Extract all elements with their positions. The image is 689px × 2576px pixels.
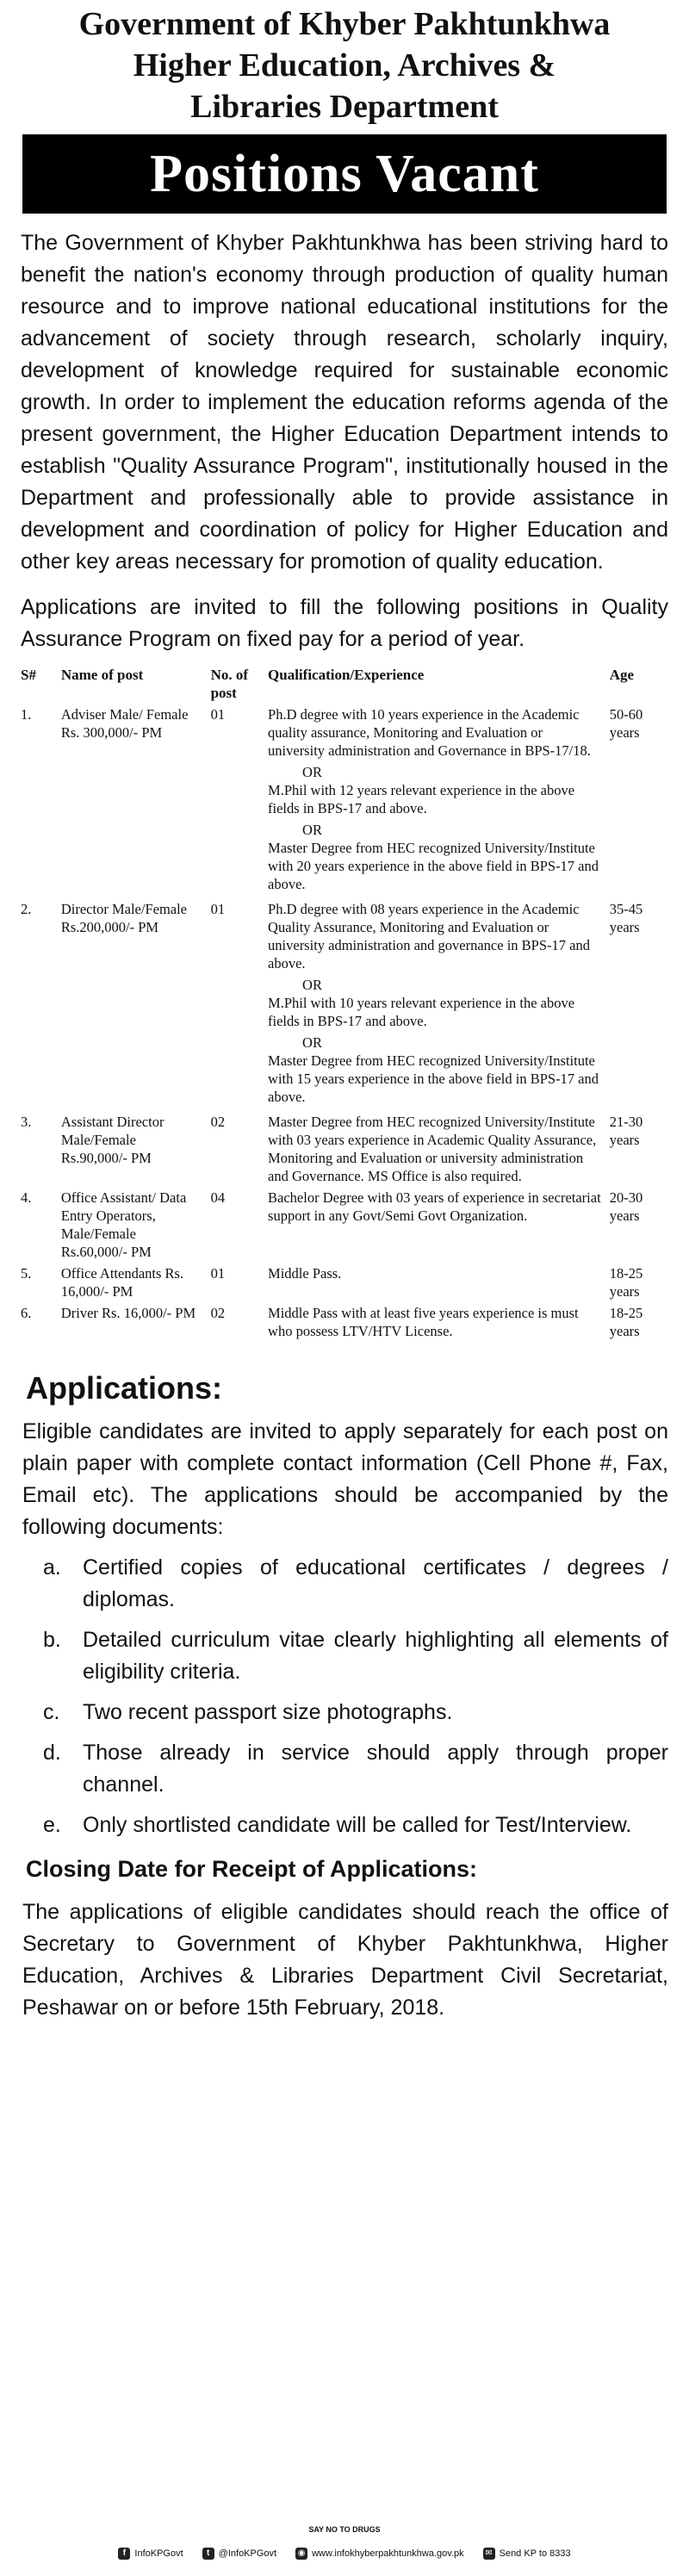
- row-count: 04: [210, 1189, 226, 1206]
- row-qualification: Middle Pass with at least five years experience is must who possess LTV/HTV License.: [268, 1305, 579, 1339]
- advertisement-page: [0, 3, 689, 2576]
- list-item: [22, 1697, 668, 1729]
- list-letter: a.: [43, 1555, 61, 1580]
- list-text: Those already in service should apply through proper channel.: [83, 1741, 668, 1797]
- row-post: Office Assistant/ Data Entry Operators, Male/Female Rs.60,000/- PM: [60, 1189, 187, 1260]
- table-row: [17, 898, 672, 1111]
- documents-list: [22, 1552, 668, 1841]
- closing-date-body: The applications of eligible candidates should reach the office of Secretary to Government of Khyber Pakhtunkhwa, Higher Education, Archives & Libraries Department Civil Secretariat, Peshawar on or before 15th February, 2018.: [22, 1900, 668, 2020]
- website-url: www.infokhyberpakhtunkhwa.gov.pk: [312, 2548, 464, 2559]
- qualification-option-3: Master Degree from HEC recognized University/Institute with 15 years experience in the above field in BPS-17 and above.: [268, 1052, 599, 1105]
- table-row: [17, 1302, 672, 1342]
- list-text: Certified copies of educational certificates / degrees / diplomas.: [83, 1555, 668, 1611]
- closing-date-title: Closing Date for Receipt of Applications:: [26, 1856, 478, 1882]
- table-header-row: [17, 664, 672, 704]
- list-letter: c.: [43, 1700, 60, 1724]
- row-count: 01: [210, 1265, 226, 1282]
- row-age: 18-25 years: [609, 1305, 643, 1339]
- header-post: Name of post: [60, 667, 144, 683]
- list-item: [22, 1624, 668, 1688]
- list-item: [22, 1737, 668, 1801]
- positions-vacant-banner: Positions Vacant: [22, 134, 667, 214]
- or-separator: OR: [302, 822, 322, 838]
- twitter-handle: @InfoKPGovt: [218, 2548, 277, 2559]
- row-age: 21-30 years: [609, 1114, 643, 1148]
- qualification-option-3: Master Degree from HEC recognized University/Institute with 20 years experience in the above field in BPS-17 and above.: [268, 840, 599, 892]
- list-text: Only shortlisted candidate will be called for Test/Interview.: [83, 1813, 632, 1837]
- or-separator: OR: [302, 764, 322, 780]
- facebook-handle: InfoKPGovt: [134, 2548, 183, 2559]
- list-text: Two recent passport size photographs.: [83, 1700, 453, 1724]
- applications-title: Applications:: [26, 1370, 223, 1406]
- row-count: 02: [210, 1305, 226, 1321]
- list-letter: b.: [43, 1628, 61, 1652]
- heading-line-2: Higher Education, Archives &: [133, 47, 556, 84]
- list-letter: d.: [43, 1741, 61, 1765]
- row-count: 02: [210, 1114, 226, 1130]
- row-post: Office Attendants Rs. 16,000/- PM: [60, 1265, 184, 1300]
- list-text: Detailed curriculum vitae clearly highlighting all elements of eligibility criteria.: [83, 1628, 668, 1684]
- table-row: [17, 704, 672, 898]
- row-post: Assistant Director Male/Female Rs.90,000/- PM: [60, 1114, 164, 1166]
- row-sno: 5.: [21, 1265, 32, 1282]
- row-post: Adviser Male/ Female Rs. 300,000/- PM: [60, 706, 189, 741]
- row-sno: 3.: [21, 1114, 32, 1130]
- department-heading: [17, 3, 672, 127]
- header-qualification: Qualification/Experience: [268, 667, 425, 683]
- row-count: 01: [210, 901, 226, 917]
- table-row: [17, 1111, 672, 1187]
- row-age: 18-25 years: [609, 1265, 643, 1300]
- table-row: [17, 1263, 672, 1302]
- row-age: 20-30 years: [609, 1189, 643, 1224]
- row-age: 35-45 years: [609, 901, 643, 935]
- row-sno: 6.: [21, 1305, 32, 1321]
- footer: [0, 2522, 689, 2576]
- qualification-option-2: M.Phil with 10 years relevant experience in the above fields in BPS-17 and above.: [268, 995, 575, 1029]
- globe-icon: ◉: [295, 2548, 307, 2560]
- list-item: [22, 1809, 668, 1841]
- header-sno: S#: [21, 667, 36, 683]
- facebook-icon: f: [118, 2548, 130, 2560]
- footer-facebook[interactable]: [118, 2548, 183, 2560]
- qualification-option-2: M.Phil with 12 years relevant experience in the above fields in BPS-17 and above.: [268, 782, 575, 816]
- header-age: Age: [609, 667, 635, 683]
- row-sno: 4.: [21, 1189, 32, 1206]
- row-sno: 1.: [21, 706, 32, 723]
- say-no-to-drugs-logo: SAY NO TO DRUGS: [308, 2525, 381, 2534]
- positions-table: [17, 664, 672, 1342]
- footer-contacts: [17, 2548, 672, 2560]
- row-qualification: Master Degree from HEC recognized University/Institute with 03 years experience in Academic Quality Assurance, Monitoring and Evaluation or university administration and Governance. MS Office is also required.: [268, 1114, 597, 1184]
- row-age: 50-60 years: [609, 706, 643, 741]
- or-separator: OR: [302, 977, 322, 993]
- row-qualification: [264, 704, 606, 898]
- row-qualification: Bachelor Degree with 03 years of experience in secretariat support in any Govt/Semi Govt Organization.: [268, 1189, 601, 1224]
- applications-body: Eligible candidates are invited to apply separately for each post on plain paper with complete contact information (Cell Phone #, Fax, Email etc). The applications should be accompanied by the following documents:: [22, 1419, 668, 1539]
- row-post: Director Male/Female Rs.200,000/- PM: [60, 901, 188, 935]
- row-count: 01: [210, 706, 226, 723]
- heading-line-3: Libraries Department: [190, 89, 499, 125]
- header-count: No. of post: [210, 667, 249, 701]
- message-icon: ✉: [483, 2548, 495, 2560]
- qualification-option-1: Ph.D degree with 10 years experience in the Academic quality assurance, Monitoring and Evaluation or university administration and Governance in BPS-17/18.: [268, 706, 591, 759]
- qualification-option-1: Ph.D degree with 08 years experience in the Academic Quality Assurance, Monitoring and Evaluation or university administration and governance in BPS-17 and above.: [268, 901, 590, 971]
- row-sno: 2.: [21, 901, 32, 917]
- twitter-icon: t: [202, 2548, 214, 2560]
- footer-sms[interactable]: [483, 2548, 571, 2560]
- row-qualification: [264, 898, 606, 1111]
- row-qualification: Middle Pass.: [268, 1265, 342, 1282]
- footer-website[interactable]: [295, 2548, 464, 2560]
- row-post: Driver Rs. 16,000/- PM: [60, 1305, 196, 1321]
- list-item: [22, 1552, 668, 1616]
- or-separator: OR: [302, 1034, 322, 1051]
- heading-line-1: Government of Khyber Pakhtunkhwa: [78, 6, 611, 42]
- list-letter: e.: [43, 1813, 61, 1837]
- intro-paragraph: The Government of Khyber Pakhtunkhwa has been striving hard to benefit the nation's economy through production of quality human resource and to improve national educational institutions for the advancement of society through research, scholarly inquiry, development of knowledge required for sustainable economic growth. In order to implement the education reforms agenda of the present government, the Higher Education Department intends to establish "Quality Assurance Program", institutionally housed in the Department and professionally able to provide assistance in development and coordination of policy for Higher Education and other key areas necessary for promotion of quality education.: [21, 231, 668, 574]
- applications-invited-paragraph: Applications are invited to fill the following positions in Quality Assurance Program on fixed pay for a period of year.: [21, 595, 668, 651]
- footer-twitter[interactable]: [202, 2548, 276, 2560]
- table-row: [17, 1187, 672, 1263]
- sms-text: Send KP to 8333: [499, 2548, 571, 2559]
